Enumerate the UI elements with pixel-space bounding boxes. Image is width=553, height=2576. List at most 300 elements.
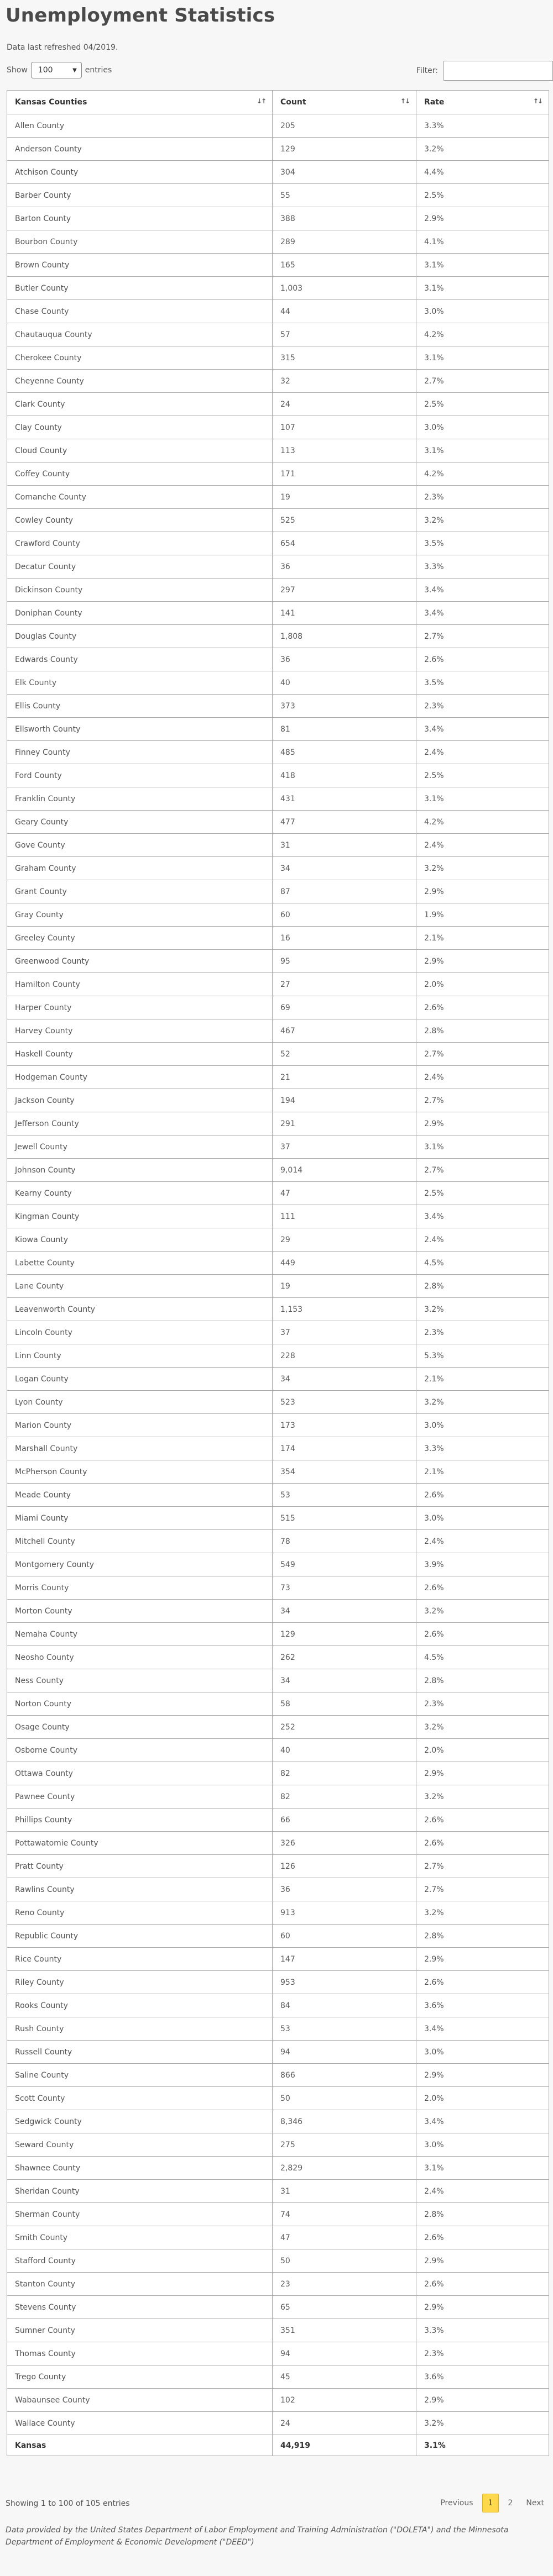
cell-rate: 2.1% [416, 1368, 549, 1391]
cell-county: Neosho County [7, 1646, 273, 1669]
next-button[interactable]: Next [526, 2499, 544, 2507]
cell-county: Pottawatomie County [7, 1832, 273, 1855]
cell-rate: 2.7% [416, 1878, 549, 1901]
cell-count: 252 [273, 1716, 416, 1739]
table-row [7, 2319, 549, 2342]
cell-county: Rawlins County [7, 1878, 273, 1901]
cell-count: 31 [273, 2180, 416, 2203]
table-row [7, 1182, 549, 1205]
table-row [7, 2110, 549, 2133]
cell-county: Jackson County [7, 1089, 273, 1112]
cell-county: Montgomery County [7, 1553, 273, 1576]
page-button-2[interactable]: 2 [508, 2499, 513, 2507]
table-row [7, 1484, 549, 1507]
cell-count: 27 [273, 973, 416, 996]
table-row [7, 509, 549, 532]
table-row [7, 2342, 549, 2365]
table-row [7, 1159, 549, 1182]
column-header-count[interactable] [273, 91, 416, 114]
cell-rate: 3.2% [416, 1391, 549, 1414]
cell-count: 34 [273, 1368, 416, 1391]
cell-count: 50 [273, 2087, 416, 2110]
cell-count: 53 [273, 1484, 416, 1507]
cell-county: Marshall County [7, 1437, 273, 1460]
cell-rate: 2.0% [416, 973, 549, 996]
cell-count: 228 [273, 1344, 416, 1368]
cell-rate: 2.9% [416, 950, 549, 973]
cell-count: 953 [273, 1971, 416, 1994]
page-title: Unemployment Statistics [6, 4, 275, 27]
table-row [7, 625, 549, 648]
cell-county: Bourbon County [7, 230, 273, 254]
cell-county: Osage County [7, 1716, 273, 1739]
table-row [7, 950, 549, 973]
cell-county: Franklin County [7, 787, 273, 811]
cell-county: Riley County [7, 1971, 273, 1994]
previous-button[interactable]: Previous [440, 2499, 473, 2507]
cell-count: 19 [273, 486, 416, 509]
cell-count: 275 [273, 2133, 416, 2157]
table-row [7, 1948, 549, 1971]
cell-county: Kearny County [7, 1182, 273, 1205]
cell-count: 126 [273, 1855, 416, 1878]
cell-rate: 3.2% [416, 1298, 549, 1321]
cell-count: 129 [273, 1623, 416, 1646]
cell-rate: 4.5% [416, 1252, 549, 1275]
cell-county: Cherokee County [7, 346, 273, 370]
table-row [7, 1112, 549, 1135]
cell-rate: 3.5% [416, 671, 549, 695]
table-row [7, 416, 549, 439]
filter-label: Filter: [416, 66, 438, 75]
cell-county: Harper County [7, 996, 273, 1019]
cell-count: 47 [273, 1182, 416, 1205]
cell-count: 205 [273, 114, 416, 138]
table-row [7, 1739, 549, 1762]
table-row [7, 1368, 549, 1391]
cell-count: 354 [273, 1460, 416, 1484]
table-row [7, 1971, 549, 1994]
cell-county: Stanton County [7, 2273, 273, 2296]
cell-count: 866 [273, 2064, 416, 2087]
cell-rate: 2.6% [416, 1971, 549, 1994]
cell-count: 73 [273, 1576, 416, 1600]
table-row [7, 1553, 549, 1576]
table-row [7, 1925, 549, 1948]
cell-county: Morris County [7, 1576, 273, 1600]
cell-rate: 3.4% [416, 602, 549, 625]
cell-county: Norton County [7, 1692, 273, 1716]
cell-rate: 2.6% [416, 1809, 549, 1832]
cell-count: 111 [273, 1205, 416, 1228]
cell-rate: 2.0% [416, 1739, 549, 1762]
refresh-note: Data last refreshed 04/2019. [7, 43, 118, 52]
cell-count: 523 [273, 1391, 416, 1414]
cell-rate: 2.6% [416, 1576, 549, 1600]
cell-rate: 3.2% [416, 1716, 549, 1739]
cell-county: Labette County [7, 1252, 273, 1275]
cell-county: Clay County [7, 416, 273, 439]
cell-rate: 2.7% [416, 370, 549, 393]
cell-county: Reno County [7, 1901, 273, 1925]
column-header-rate[interactable] [416, 91, 549, 114]
cell-count: 29 [273, 1228, 416, 1252]
cell-rate: 2.8% [416, 1275, 549, 1298]
cell-county: Kiowa County [7, 1228, 273, 1252]
cell-rate: 2.4% [416, 1228, 549, 1252]
cell-count: 57 [273, 323, 416, 346]
cell-rate: 2.0% [416, 2087, 549, 2110]
cell-rate: 3.1% [416, 277, 549, 300]
cell-rate: 3.4% [416, 579, 549, 602]
table-row [7, 2203, 549, 2226]
cell-rate: 2.6% [416, 648, 549, 671]
cell-rate: 2.6% [416, 1484, 549, 1507]
cell-count: 2,829 [273, 2157, 416, 2180]
cell-rate: 3.1% [416, 439, 549, 462]
table-row [7, 1901, 549, 1925]
cell-county: Coffey County [7, 462, 273, 486]
table-row [7, 1437, 549, 1460]
page-button-1[interactable]: 1 [482, 2494, 499, 2512]
cell-count: 34 [273, 857, 416, 880]
cell-rate: 3.4% [416, 1205, 549, 1228]
footer-rate: 3.1% [416, 2435, 549, 2456]
cell-count: 171 [273, 462, 416, 486]
cell-county: Scott County [7, 2087, 273, 2110]
cell-rate: 2.3% [416, 2342, 549, 2365]
cell-rate: 3.1% [416, 346, 549, 370]
table-row [7, 300, 549, 323]
cell-rate: 3.3% [416, 114, 549, 138]
cell-county: Thomas County [7, 2342, 273, 2365]
table-row [7, 230, 549, 254]
cell-rate: 1.9% [416, 903, 549, 927]
cell-count: 45 [273, 2365, 416, 2389]
table-row [7, 973, 549, 996]
cell-rate: 2.4% [416, 1530, 549, 1553]
cell-rate: 3.2% [416, 138, 549, 161]
table-row [7, 787, 549, 811]
cell-county: Pratt County [7, 1855, 273, 1878]
cell-count: 291 [273, 1112, 416, 1135]
cell-county: Comanche County [7, 486, 273, 509]
cell-county: Finney County [7, 741, 273, 764]
cell-count: 107 [273, 416, 416, 439]
cell-rate: 3.6% [416, 1994, 549, 2017]
cell-rate: 2.9% [416, 2064, 549, 2087]
cell-rate: 3.1% [416, 254, 549, 277]
table-row [7, 1716, 549, 1739]
footer-state: Kansas [7, 2435, 273, 2456]
cell-county: Lane County [7, 1275, 273, 1298]
table-row [7, 462, 549, 486]
cell-rate: 2.9% [416, 1112, 549, 1135]
cell-rate: 2.6% [416, 2273, 549, 2296]
table-row [7, 370, 549, 393]
cell-count: 40 [273, 1739, 416, 1762]
cell-county: Phillips County [7, 1809, 273, 1832]
table-row [7, 1066, 549, 1089]
table-row [7, 1205, 549, 1228]
cell-count: 913 [273, 1901, 416, 1925]
cell-rate: 3.0% [416, 300, 549, 323]
cell-rate: 2.7% [416, 1855, 549, 1878]
cell-count: 69 [273, 996, 416, 1019]
sort-alpha-icon: ↓↑ [256, 97, 265, 105]
table-row [7, 1762, 549, 1785]
table-row [7, 764, 549, 787]
cell-rate: 2.3% [416, 1321, 549, 1344]
cell-rate: 2.9% [416, 2249, 549, 2273]
table-row [7, 695, 549, 718]
cell-county: Stafford County [7, 2249, 273, 2273]
cell-county: Ford County [7, 764, 273, 787]
cell-rate: 2.5% [416, 393, 549, 416]
table-row [7, 1600, 549, 1623]
cell-count: 174 [273, 1437, 416, 1460]
cell-count: 81 [273, 718, 416, 741]
cell-count: 21 [273, 1066, 416, 1089]
cell-count: 52 [273, 1043, 416, 1066]
table-row [7, 1135, 549, 1159]
cell-rate: 3.4% [416, 718, 549, 741]
cell-rate: 4.1% [416, 230, 549, 254]
cell-rate: 2.3% [416, 695, 549, 718]
table-row [7, 138, 549, 161]
cell-rate: 2.4% [416, 1066, 549, 1089]
cell-count: 147 [273, 1948, 416, 1971]
entries-select[interactable] [31, 62, 82, 78]
cell-rate: 3.2% [416, 2412, 549, 2435]
cell-rate: 3.3% [416, 1437, 549, 1460]
cell-rate: 2.7% [416, 1089, 549, 1112]
cell-county: Ness County [7, 1669, 273, 1692]
cell-county: Nemaha County [7, 1623, 273, 1646]
cell-county: Clark County [7, 393, 273, 416]
cell-rate: 2.9% [416, 2389, 549, 2412]
cell-county: Chautauqua County [7, 323, 273, 346]
table-row [7, 1669, 549, 1692]
table-row [7, 2017, 549, 2041]
table-footer-row [7, 2435, 549, 2456]
cell-count: 58 [273, 1692, 416, 1716]
table-row [7, 393, 549, 416]
cell-county: Doniphan County [7, 602, 273, 625]
column-header-county[interactable] [7, 91, 273, 114]
table-row [7, 2249, 549, 2273]
cell-count: 82 [273, 1762, 416, 1785]
table-row [7, 996, 549, 1019]
cell-rate: 2.3% [416, 1692, 549, 1716]
cell-rate: 2.9% [416, 1762, 549, 1785]
table-row [7, 1507, 549, 1530]
table-row [7, 1298, 549, 1321]
cell-rate: 2.5% [416, 184, 549, 207]
cell-count: 36 [273, 648, 416, 671]
table-row [7, 579, 549, 602]
table-row [7, 648, 549, 671]
cell-county: Kingman County [7, 1205, 273, 1228]
table-row [7, 834, 549, 857]
cell-rate: 2.8% [416, 1925, 549, 1948]
cell-county: Rooks County [7, 1994, 273, 2017]
cell-county: Atchison County [7, 161, 273, 184]
cell-county: Sedgwick County [7, 2110, 273, 2133]
cell-county: Stevens County [7, 2296, 273, 2319]
table-row [7, 2157, 549, 2180]
cell-county: Lincoln County [7, 1321, 273, 1344]
cell-county: Butler County [7, 277, 273, 300]
cell-count: 16 [273, 927, 416, 950]
cell-county: Sheridan County [7, 2180, 273, 2203]
cell-rate: 2.9% [416, 880, 549, 903]
cell-count: 40 [273, 671, 416, 695]
cell-county: Jewell County [7, 1135, 273, 1159]
table-row [7, 532, 549, 555]
table-row [7, 114, 549, 138]
cell-rate: 2.8% [416, 1019, 549, 1043]
cell-count: 19 [273, 1275, 416, 1298]
cell-count: 31 [273, 834, 416, 857]
cell-rate: 3.9% [416, 1553, 549, 1576]
cell-count: 95 [273, 950, 416, 973]
cell-count: 141 [273, 602, 416, 625]
cell-count: 485 [273, 741, 416, 764]
column-header-label: Kansas Counties [15, 98, 87, 107]
cell-county: Haskell County [7, 1043, 273, 1066]
table-row [7, 2412, 549, 2435]
table-row [7, 1321, 549, 1344]
cell-count: 55 [273, 184, 416, 207]
table-row [7, 323, 549, 346]
cell-county: Decatur County [7, 555, 273, 579]
cell-count: 113 [273, 439, 416, 462]
table-row [7, 2180, 549, 2203]
cell-county: Cloud County [7, 439, 273, 462]
filter-input[interactable] [444, 61, 553, 81]
cell-county: Logan County [7, 1368, 273, 1391]
sort-both-icon: ↑↓ [400, 97, 409, 105]
cell-count: 654 [273, 532, 416, 555]
cell-count: 32 [273, 370, 416, 393]
table-row [7, 2365, 549, 2389]
cell-count: 1,153 [273, 1298, 416, 1321]
table-row [7, 1414, 549, 1437]
cell-county: Geary County [7, 811, 273, 834]
table-row [7, 486, 549, 509]
table-row [7, 811, 549, 834]
cell-county: Greenwood County [7, 950, 273, 973]
table-row [7, 2389, 549, 2412]
cell-rate: 3.2% [416, 1600, 549, 1623]
table-row [7, 1994, 549, 2017]
table-row [7, 1576, 549, 1600]
cell-county: Mitchell County [7, 1530, 273, 1553]
column-header-label: Count [280, 98, 306, 107]
table-row [7, 741, 549, 764]
table-row [7, 1692, 549, 1716]
table-row [7, 1623, 549, 1646]
cell-county: Crawford County [7, 532, 273, 555]
cell-county: Saline County [7, 2064, 273, 2087]
cell-rate: 4.2% [416, 462, 549, 486]
cell-county: Linn County [7, 1344, 273, 1368]
cell-rate: 2.4% [416, 741, 549, 764]
table-row [7, 857, 549, 880]
cell-rate: 2.6% [416, 996, 549, 1019]
cell-rate: 4.5% [416, 1646, 549, 1669]
table-row [7, 2064, 549, 2087]
cell-count: 549 [273, 1553, 416, 1576]
table-info: Showing 1 to 100 of 105 entries [6, 2499, 130, 2508]
cell-county: Brown County [7, 254, 273, 277]
cell-count: 87 [273, 880, 416, 903]
cell-count: 165 [273, 254, 416, 277]
cell-county: Osborne County [7, 1739, 273, 1762]
cell-county: Greeley County [7, 927, 273, 950]
table-row [7, 1089, 549, 1112]
cell-county: Leavenworth County [7, 1298, 273, 1321]
cell-county: Hodgeman County [7, 1066, 273, 1089]
footer-count: 44,919 [273, 2435, 416, 2456]
cell-rate: 3.0% [416, 2041, 549, 2064]
cell-count: 53 [273, 2017, 416, 2041]
cell-rate: 4.2% [416, 811, 549, 834]
cell-county: Elk County [7, 671, 273, 695]
cell-count: 82 [273, 1785, 416, 1809]
cell-count: 418 [273, 764, 416, 787]
cell-rate: 5.3% [416, 1344, 549, 1368]
table-row [7, 671, 549, 695]
cell-count: 326 [273, 1832, 416, 1855]
cell-count: 102 [273, 2389, 416, 2412]
table-row [7, 1530, 549, 1553]
cell-count: 8,346 [273, 2110, 416, 2133]
cell-count: 94 [273, 2342, 416, 2365]
cell-rate: 2.9% [416, 2296, 549, 2319]
table-row [7, 161, 549, 184]
table-row [7, 602, 549, 625]
table-body [7, 114, 549, 2435]
cell-rate: 3.0% [416, 1414, 549, 1437]
cell-rate: 2.6% [416, 1832, 549, 1855]
cell-rate: 2.9% [416, 207, 549, 230]
cell-county: Barton County [7, 207, 273, 230]
table-row [7, 439, 549, 462]
cell-rate: 3.1% [416, 1135, 549, 1159]
cell-count: 1,003 [273, 277, 416, 300]
cell-county: Seward County [7, 2133, 273, 2157]
unemployment-table [7, 90, 549, 2456]
table-header-row [7, 91, 549, 114]
cell-county: Allen County [7, 114, 273, 138]
cell-county: Meade County [7, 1484, 273, 1507]
table-row [7, 2226, 549, 2249]
entries-select-value: 100 [38, 66, 53, 75]
cell-rate: 2.6% [416, 1623, 549, 1646]
column-header-label: Rate [424, 98, 445, 107]
cell-rate: 2.1% [416, 1460, 549, 1484]
cell-count: 1,808 [273, 625, 416, 648]
cell-count: 351 [273, 2319, 416, 2342]
table-row [7, 2087, 549, 2110]
cell-county: Rice County [7, 1948, 273, 1971]
cell-rate: 3.0% [416, 416, 549, 439]
table-row [7, 1344, 549, 1368]
table-row [7, 1391, 549, 1414]
table-row [7, 1043, 549, 1066]
